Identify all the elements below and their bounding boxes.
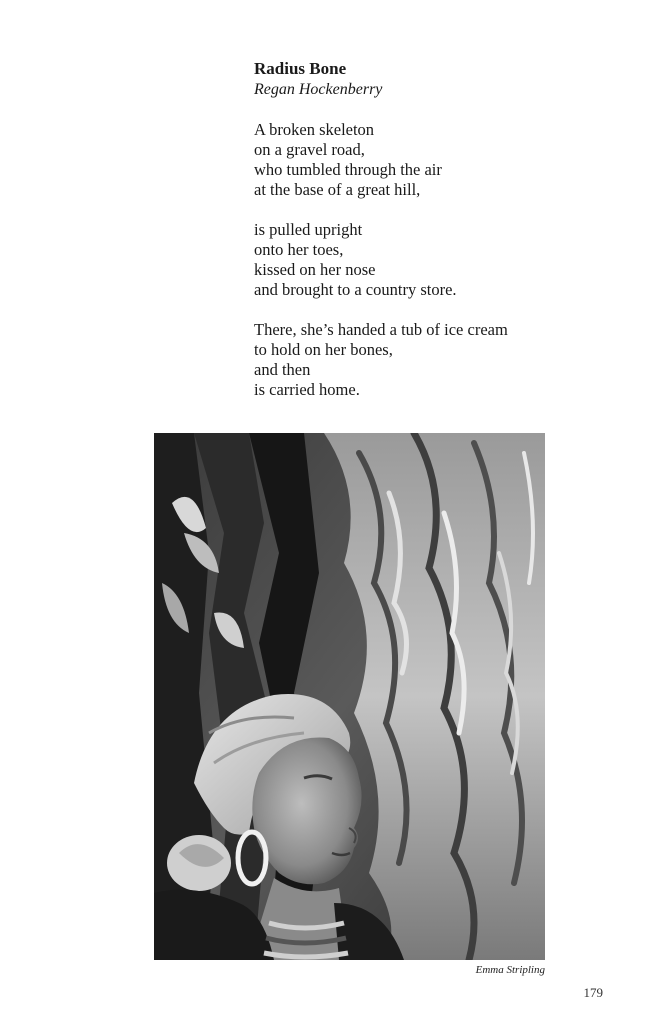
poem-author: Regan Hockenberry <box>254 81 383 98</box>
poem-line: A broken skeleton <box>254 120 375 139</box>
page-number: 179 <box>583 985 603 1000</box>
poem-line: is pulled upright <box>254 220 363 239</box>
poem-line: is carried home. <box>254 380 360 399</box>
painting-illustration <box>154 433 545 960</box>
artwork-painting <box>154 433 545 960</box>
stanza-3 <box>254 320 584 400</box>
poem-line: and brought to a country store. <box>254 280 457 299</box>
artwork-caption: Emma Stripling <box>475 964 545 976</box>
stanza-2 <box>254 220 584 300</box>
poem-line: onto her toes, <box>254 240 344 259</box>
stanza-1 <box>254 120 584 200</box>
poem-line: on a gravel road, <box>254 140 365 159</box>
poem-line: to hold on her bones, <box>254 340 393 359</box>
poem-line: There, she’s handed a tub of ice cream <box>254 320 508 339</box>
poem <box>254 58 584 400</box>
poem-title: Radius Bone <box>254 59 347 78</box>
poem-line: kissed on her nose <box>254 260 376 279</box>
poem-line: at the base of a great hill, <box>254 180 421 199</box>
poem-line: who tumbled through the air <box>254 160 442 179</box>
poem-line: and then <box>254 360 311 379</box>
